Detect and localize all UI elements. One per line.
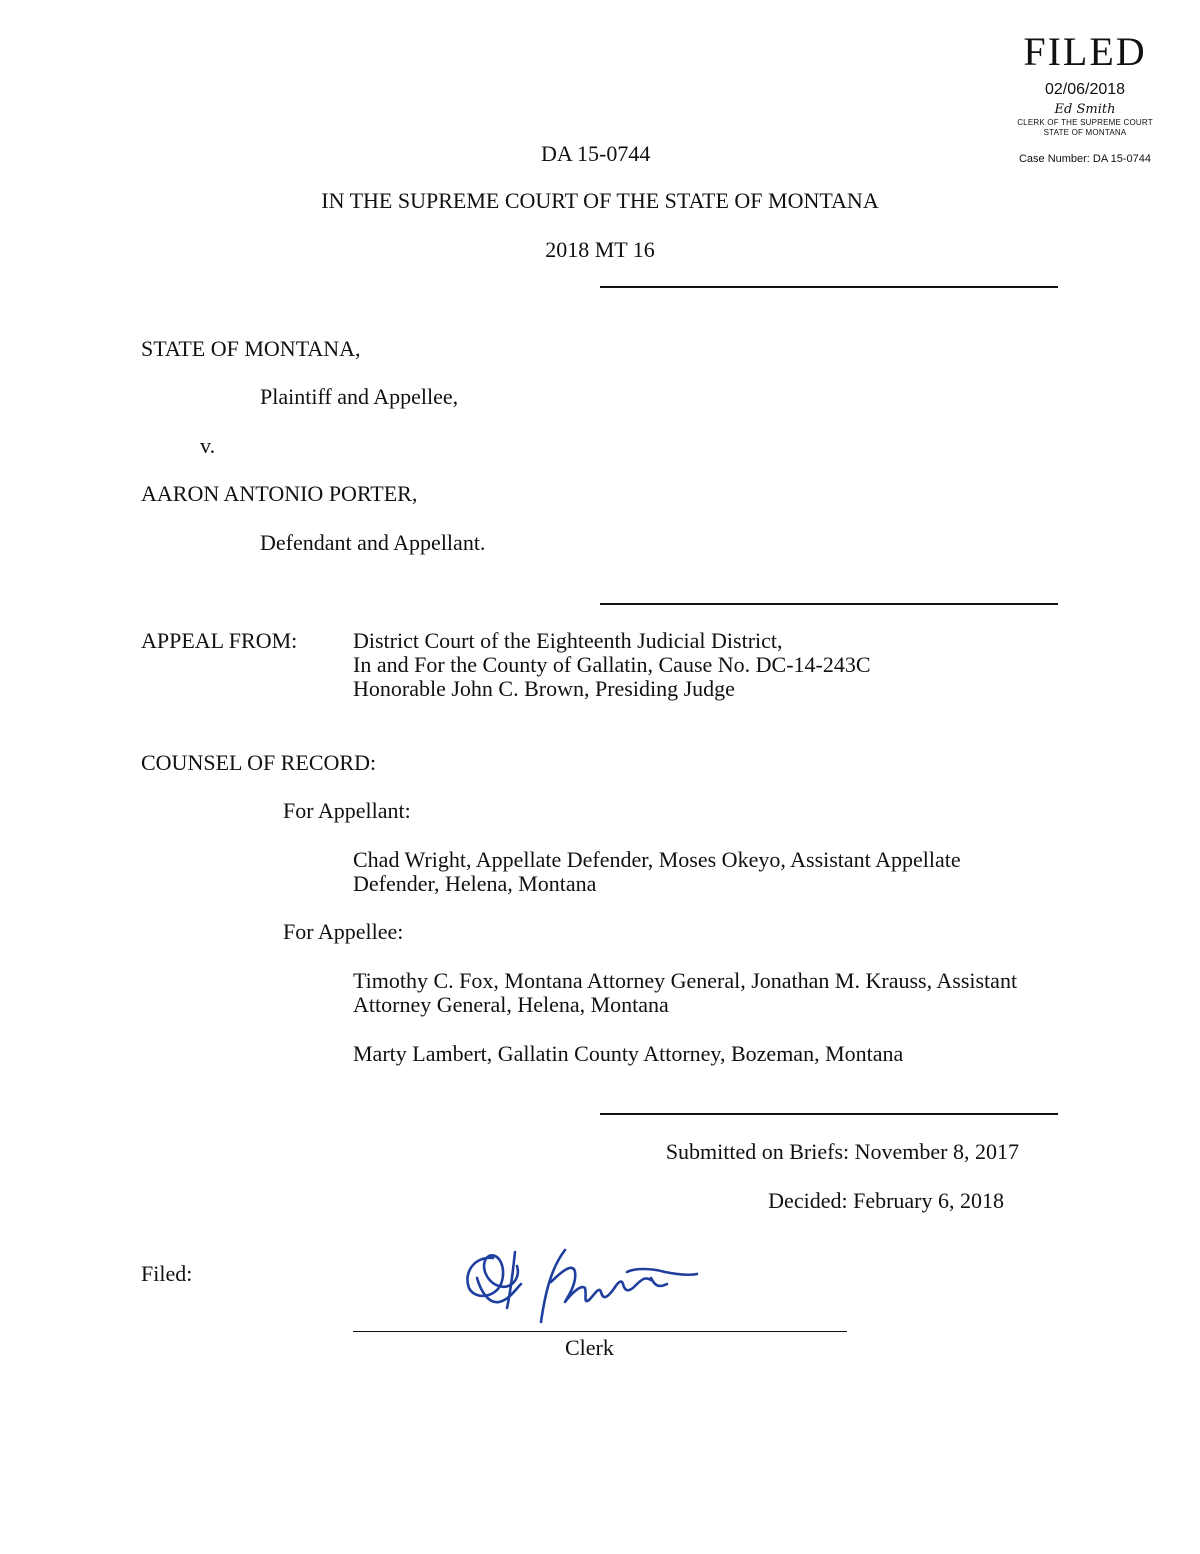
clerk-signature <box>455 1238 715 1328</box>
counsel-line: Defender, Helena, Montana <box>353 871 597 896</box>
for-appellant-label: For Appellant: <box>283 798 411 823</box>
filed-label: Filed: <box>141 1261 193 1286</box>
stamp-filed-label: FILED <box>1023 29 1147 74</box>
stamp-date: 02/06/2018 <box>1044 81 1126 98</box>
divider-rule <box>600 286 1058 288</box>
stamp-state: STATE OF MONTANA <box>1043 128 1127 137</box>
appeal-line: Honorable John C. Brown, Presiding Judge <box>353 676 735 701</box>
plaintiff-name: STATE OF MONTANA, <box>141 336 361 361</box>
appellee-counsel <box>353 969 1017 1017</box>
defendant-name: AARON ANTONIO PORTER, <box>141 481 418 506</box>
appeal-line: In and For the County of Gallatin, Cause No. DC-14-243C <box>353 652 871 677</box>
defendant-role: Defendant and Appellant. <box>260 530 486 555</box>
signature-line <box>353 1331 847 1332</box>
counsel-line: Chad Wright, Appellate Defender, Moses Okeyo, Assistant Appellate <box>353 847 961 872</box>
stamp-clerk-title: CLERK OF THE SUPREME COURT <box>1017 118 1153 127</box>
divider-rule <box>600 603 1058 605</box>
versus: v. <box>200 433 216 458</box>
stamp-case-number: Case Number: DA 15-0744 <box>1018 153 1152 165</box>
filed-stamp <box>990 30 1180 166</box>
appeal-line: District Court of the Eighteenth Judicial District, <box>353 628 783 653</box>
appeal-from-label: APPEAL FROM: <box>141 628 298 653</box>
stamp-clerk-name: Ed Smith <box>1054 102 1116 117</box>
appeal-from-details <box>353 629 871 701</box>
counsel-line: Timothy C. Fox, Montana Attorney General, Jonathan M. Krauss, Assistant <box>353 968 1018 993</box>
appellant-counsel <box>353 848 961 896</box>
for-appellee-label: For Appellee: <box>283 919 404 944</box>
counsel-line: Attorney General, Helena, Montana <box>353 992 669 1017</box>
docket-number: DA 15-0744 <box>541 141 651 166</box>
citation: 2018 MT 16 <box>545 237 655 262</box>
divider-rule <box>600 1113 1058 1115</box>
plaintiff-role: Plaintiff and Appellee, <box>260 384 459 409</box>
decided-date: Decided: February 6, 2018 <box>768 1188 1004 1213</box>
submitted-date: Submitted on Briefs: November 8, 2017 <box>665 1139 1019 1164</box>
clerk-label: Clerk <box>565 1335 614 1360</box>
counsel-label: COUNSEL OF RECORD: <box>141 750 377 775</box>
court-name: IN THE SUPREME COURT OF THE STATE OF MONTANA <box>321 188 879 213</box>
county-attorney: Marty Lambert, Gallatin County Attorney, Bozeman, Montana <box>353 1041 904 1066</box>
